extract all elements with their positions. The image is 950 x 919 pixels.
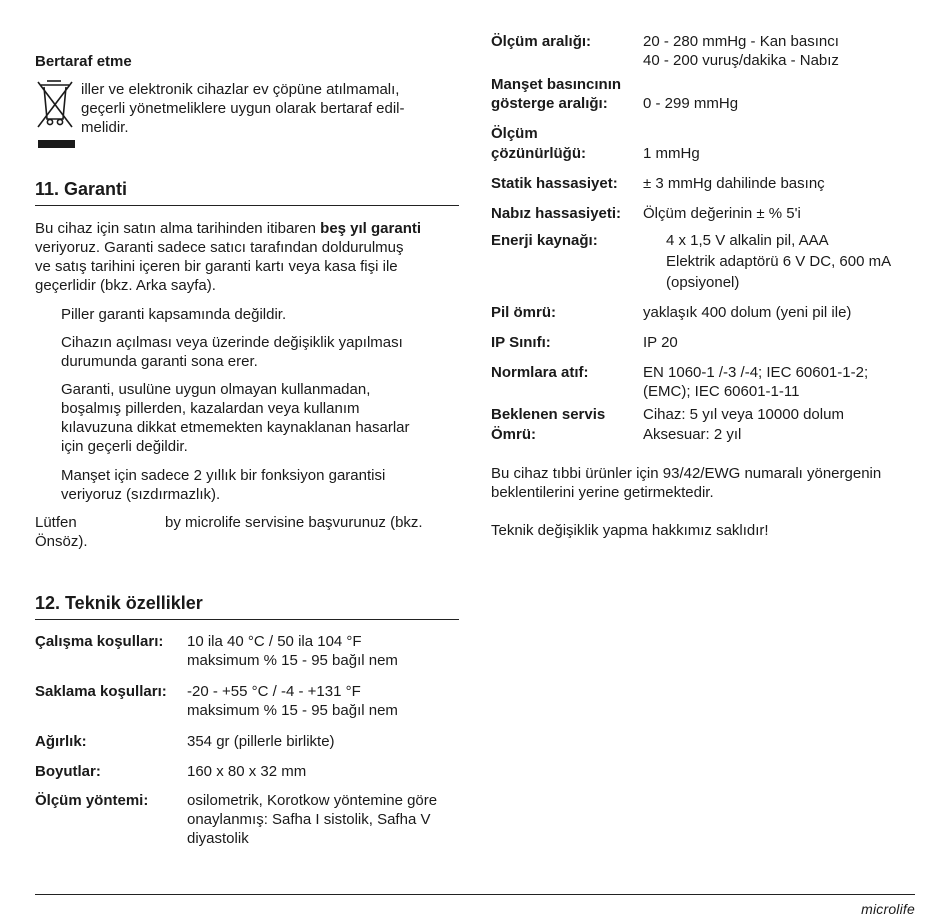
brand-logo: microlife <box>861 901 915 917</box>
warranty-item-1: Piller garanti kapsamında değildir. <box>61 306 287 323</box>
warranty-intro-line-4: geçerlidir (bkz. Arka sayfa). <box>35 277 216 294</box>
warranty-item-3-line-2: boşalmış pillerden, kazalardan veya kullanım <box>61 400 360 417</box>
warranty-contact-word: Lütfen <box>35 514 77 531</box>
spec-range-label: Ölçüm aralığı: <box>491 33 592 50</box>
warranty-rule <box>35 205 459 206</box>
spec-operating-value-1: 10 ila 40 °C / 50 ila 104 °F <box>187 633 362 650</box>
warranty-emphasis: beş yıl garanti <box>320 220 422 237</box>
spec-storage-label: Saklama koşulları: <box>35 683 167 700</box>
warranty-heading: 11. Garanti <box>35 179 128 199</box>
spec-service-value-1: Cihaz: 5 yıl veya 10000 dolum <box>643 406 844 423</box>
spec-range-value-1: 20 - 280 mmHg - Kan basıncı <box>643 33 839 50</box>
spec-static-label: Statik hassasiyet: <box>491 175 618 192</box>
warranty-item-3-line-1: Garanti, usulüne uygun olmayan kullanmadan, <box>61 381 371 398</box>
spec-operating-value-2: maksimum % 15 - 95 bağıl nem <box>187 652 398 669</box>
spec-power-value-2: Elektrik adaptörü 6 V DC, 600 mA <box>666 253 892 270</box>
spec-resolution-label-2: çözünürlüğü: <box>491 145 586 162</box>
spec-storage-value-1: -20 - +55 °C / -4 - +131 °F <box>187 683 361 700</box>
disposal-line-2: geçerli yönetmeliklere uygun olarak bertaraf edil- <box>81 100 405 117</box>
rights-note: Teknik değişiklik yapma hakkımız saklıdır! <box>491 522 769 539</box>
spec-ip-value: IP 20 <box>643 334 678 351</box>
spec-cuff-value: 0 - 299 mmHg <box>643 95 739 112</box>
spec-norms-label: Normlara atıf: <box>491 364 589 381</box>
spec-pulse-label: Nabız hassasiyeti: <box>491 205 622 222</box>
spec-operating-label: Çalışma koşulları: <box>35 633 164 650</box>
spec-norms-value-2: (EMC); IEC 60601-1-11 <box>643 383 800 400</box>
weee-underline-bar <box>38 140 75 148</box>
warranty-item-3-line-3: kılavuzuna dikkat etmemekten kaynaklanan hasarlar <box>61 419 410 436</box>
spec-service-value-2: Aksesuar: 2 yıl <box>643 426 742 443</box>
warranty-contact-line-2: Önsöz). <box>35 533 88 550</box>
spec-dimensions-value: 160 x 80 x 32 mm <box>187 763 307 780</box>
spec-weight-value: 354 gr (pillerle birlikte) <box>187 733 335 750</box>
disposal-title: Bertaraf etme <box>35 53 132 70</box>
warranty-intro-line-3: ve satış tarihini içeren bir garanti kartı veya kasa fişi ile <box>35 258 398 275</box>
spec-static-value: ± 3 mmHg dahilinde basınç <box>643 175 825 192</box>
disposal-line-3: melidir. <box>81 119 129 136</box>
spec-dimensions-label: Boyutlar: <box>35 763 101 780</box>
spec-weight-label: Ağırlık: <box>35 733 87 750</box>
warranty-item-3-line-4: için geçerli değildir. <box>61 438 188 455</box>
warranty-item-4-line-1: Manşet için sadece 2 yıllık bir fonksiyon garantisi <box>61 467 386 484</box>
spec-norms-value-1: EN 1060-1 /-3 /-4; IEC 60601-1-2; <box>643 364 869 381</box>
weee-bin-icon <box>35 79 75 131</box>
disposal-line-1: iller ve elektronik cihazlar ev çöpüne atılmamalı, <box>81 81 400 98</box>
compliance-line-1: Bu cihaz tıbbi ürünler için 93/42/EWG numaralı yönergenin <box>491 465 882 482</box>
spec-cuff-label-2: gösterge aralığı: <box>491 95 608 112</box>
spec-power-label: Enerji kaynağı: <box>491 232 598 249</box>
warranty-item-2-line-1: Cihazın açılması veya üzerinde değişiklik yapılması <box>61 334 403 351</box>
spec-storage-value-2: maksimum % 15 - 95 bağıl nem <box>187 702 398 719</box>
spec-resolution-label-1: Ölçüm <box>491 125 538 142</box>
warranty-intro-line-2: veriyoruz. Garanti sadece satıcı tarafından doldurulmuş <box>35 239 404 256</box>
compliance-line-2: beklentilerini yerine getirmektedir. <box>491 484 714 501</box>
footer-rule <box>35 894 915 895</box>
spec-power-value-1: 4 x 1,5 V alkalin pil, AAA <box>666 232 829 249</box>
spec-range-value-2: 40 - 200 vuruş/dakika - Nabız <box>643 52 839 69</box>
warranty-item-2-line-2: durumunda garanti sona erer. <box>61 353 258 370</box>
spec-method-label: Ölçüm yöntemi: <box>35 792 149 809</box>
spec-service-label-2: Ömrü: <box>491 426 536 443</box>
spec-method-value-1: osilometrik, Korotkow yöntemine göre <box>187 792 438 809</box>
spec-ip-label: IP Sınıfı: <box>491 334 551 351</box>
spec-battery-label: Pil ömrü: <box>491 304 557 321</box>
spec-method-value-3: diyastolik <box>187 830 249 847</box>
spec-resolution-value: 1 mmHg <box>643 145 700 162</box>
specs-rule <box>35 619 459 620</box>
spec-method-value-2: onaylanmış: Safha I sistolik, Safha V <box>187 811 431 828</box>
spec-service-label-1: Beklenen servis <box>491 406 606 423</box>
spec-battery-value: yaklaşık 400 dolum (yeni pil ile) <box>643 304 852 321</box>
specs-heading: 12. Teknik özellikler <box>35 593 203 613</box>
warranty-contact-rest: by microlife servisine başvurunuz (bkz. <box>165 514 423 531</box>
spec-pulse-value: Ölçüm değerinin ± % 5'i <box>643 205 801 222</box>
spec-power-value-3: (opsiyonel) <box>666 274 740 291</box>
warranty-item-4-line-2: veriyoruz (sızdırmazlık). <box>61 486 221 503</box>
spec-cuff-label-1: Manşet basıncının <box>491 76 622 93</box>
warranty-intro-line-1: Bu cihaz için satın alma tarihinden itibaren beş yıl garanti <box>35 220 422 237</box>
